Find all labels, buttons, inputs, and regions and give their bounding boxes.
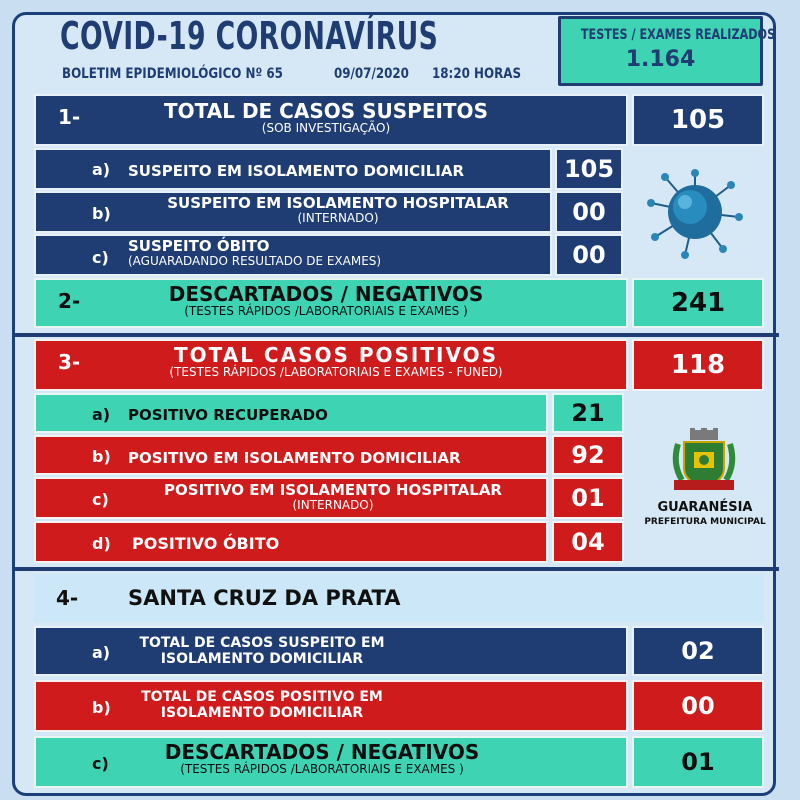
item-line2: ISOLAMENTO DOMICILIAR — [160, 705, 364, 722]
section-title: TOTAL CASOS POSITIVOS — [174, 343, 498, 367]
item-letter: b) — [92, 447, 111, 466]
item-letter: d) — [92, 534, 111, 553]
item-label: POSITIVO ÓBITO — [132, 534, 280, 553]
city-coat-of-arms-icon — [668, 428, 740, 496]
section-divider — [15, 567, 779, 571]
suspect-item-row — [34, 148, 552, 190]
suspect-total-row — [34, 94, 628, 146]
item-value: 00 — [555, 191, 623, 233]
suspect-total-value: 105 — [632, 94, 764, 146]
section-number: 2- — [58, 289, 81, 313]
tests-value: 1.164 — [625, 47, 696, 72]
discarded-row — [34, 278, 628, 328]
district-item-row — [34, 736, 628, 788]
city-subtitle: PREFEITURA MUNICIPAL — [644, 517, 766, 527]
item-letter: a) — [92, 160, 111, 179]
item-letter: c) — [92, 490, 109, 509]
section-title: DESCARTADOS / NEGATIVOS — [168, 282, 484, 306]
positive-item-row — [34, 393, 548, 433]
discarded-value: 241 — [632, 278, 764, 328]
bulletin-date: 09/07/2020 — [334, 66, 409, 82]
positive-total-row — [34, 339, 628, 391]
section-subtitle: (TESTES RÁPIDOS /LABORATORIAIS E EXAMES - FUNED) — [169, 365, 503, 379]
item-line1: TOTAL DE CASOS POSITIVO EM — [141, 689, 383, 705]
item-label: SUSPEITO ÓBITO — [128, 237, 270, 255]
item-letter: b) — [92, 204, 111, 223]
page-title: COVID-19 CORONAVÍRUS — [60, 14, 439, 58]
tests-label: TESTES / EXAMES REALIZADOS — [580, 27, 776, 43]
virus-icon — [645, 165, 745, 260]
item-label: SUSPEITO EM ISOLAMENTO HOSPITALAR — [167, 194, 509, 212]
bulletin-number: BOLETIM EPIDEMIOLÓGICO Nº 65 — [62, 66, 283, 82]
positive-item-row — [34, 521, 548, 563]
item-line2: (TESTES RÁPIDOS /LABORATORIAIS E EXAMES ) — [180, 762, 464, 776]
item-label: POSITIVO EM ISOLAMENTO DOMICILIAR — [128, 449, 461, 467]
item-line1: TOTAL DE CASOS SUSPEITO EM — [139, 635, 385, 651]
section-subtitle: (SOB INVESTIGAÇÃO) — [261, 121, 391, 135]
suspect-item-row — [34, 234, 552, 276]
section-number: 4- — [56, 586, 79, 610]
district-item-row — [34, 680, 628, 732]
item-label: SUSPEITO EM ISOLAMENTO DOMICILIAR — [128, 162, 465, 180]
district-header-row — [34, 574, 764, 622]
item-note: (AGUARADANDO RESULTADO DE EXAMES) — [128, 253, 382, 268]
section-number: 3- — [58, 350, 81, 374]
positive-total-value: 118 — [632, 339, 764, 391]
item-value: 92 — [552, 435, 624, 475]
item-line1: DESCARTADOS / NEGATIVOS — [164, 740, 480, 764]
section-number: 1- — [58, 105, 81, 129]
item-label: POSITIVO EM ISOLAMENTO HOSPITALAR — [164, 481, 502, 499]
item-note: (INTERNADO) — [292, 497, 374, 512]
item-line2: ISOLAMENTO DOMICILIAR — [160, 651, 364, 668]
section-divider — [15, 333, 779, 337]
section-title: TOTAL DE CASOS SUSPEITOS — [164, 99, 488, 123]
item-note: (INTERNADO) — [297, 210, 379, 225]
item-value: 01 — [552, 477, 624, 519]
item-value: 01 — [632, 736, 764, 788]
bulletin-time: 18:20 HORAS — [432, 66, 522, 82]
tests-box — [558, 16, 776, 86]
item-value: 04 — [552, 521, 624, 563]
item-letter: a) — [92, 405, 111, 424]
item-letter: c) — [92, 754, 109, 773]
positive-item-row — [34, 477, 548, 519]
item-value: 00 — [555, 234, 623, 276]
section-subtitle: (TESTES RÁPIDOS /LABORATORIAIS E EXAMES ) — [184, 304, 468, 318]
item-value: 21 — [552, 393, 624, 433]
suspect-item-row — [34, 191, 552, 233]
item-label: POSITIVO RECUPERADO — [128, 406, 328, 424]
district-item-row — [34, 626, 628, 676]
positive-item-row — [34, 435, 548, 475]
item-value: 02 — [632, 626, 764, 676]
item-letter: a) — [92, 643, 111, 662]
section-title: SANTA CRUZ DA PRATA — [128, 586, 401, 610]
item-value: 00 — [632, 680, 764, 732]
city-name: GUARANÉSIA — [657, 500, 753, 515]
item-letter: c) — [92, 248, 109, 267]
item-value: 105 — [555, 148, 623, 190]
item-letter: b) — [92, 698, 111, 717]
